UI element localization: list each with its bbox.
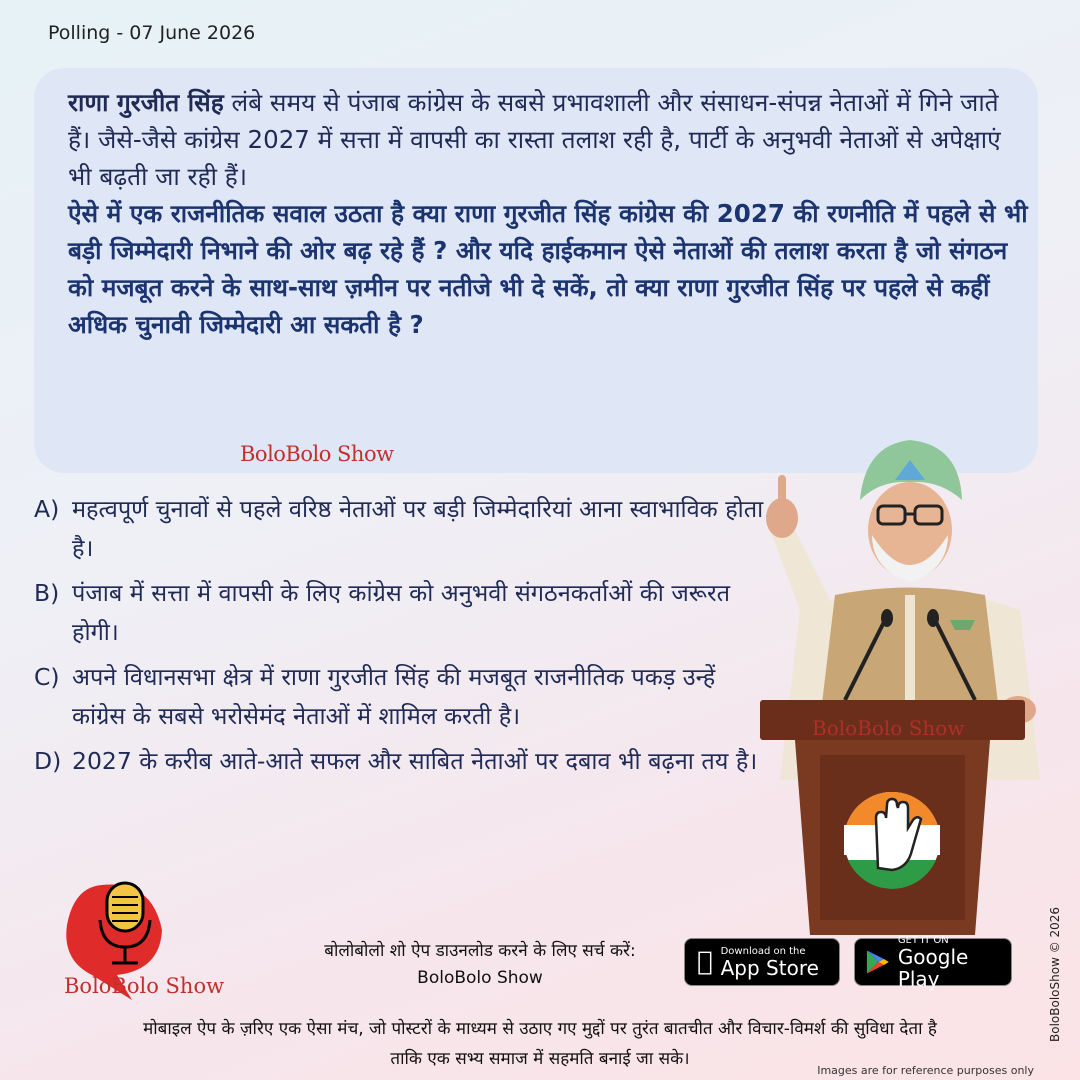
google-play-icon bbox=[865, 948, 890, 976]
option-d[interactable] bbox=[34, 742, 774, 781]
option-key: C) bbox=[34, 663, 60, 691]
poll-date: Polling - 07 June 2026 bbox=[48, 22, 256, 44]
leader-name: राणा गुरजीत सिंह bbox=[68, 88, 224, 117]
download-line-2: BoloBolo Show bbox=[417, 968, 543, 988]
download-prompt bbox=[290, 938, 670, 992]
poll-options bbox=[34, 490, 774, 787]
side-copyright: BoloBoloShow © 2026 bbox=[1048, 906, 1062, 1042]
question-intro: राणा गुरजीत सिंह लंबे समय से पंजाब कांग्रेस के सबसे प्रभावशाली और संसाधन-संपन्न नेताओं में गिने जाते हैं। जैसे-जैसे कांग्रेस 2027 में सत्ता में वापसी का रास्ता तलाश रही है, पार्टी के अनुभवी नेताओं से अपेक्षाएं भी बढ़ती जा रही हैं। bbox=[68, 88, 1001, 191]
download-line-1: बोलोबोलो शो ऐप डाउनलोड करने के लिए सर्च करें: bbox=[324, 941, 636, 961]
option-b[interactable] bbox=[34, 574, 774, 652]
option-c[interactable] bbox=[34, 658, 774, 736]
disclaimer: Images are for reference purposes only bbox=[817, 1064, 1034, 1077]
option-text: 2027 के करीब आते-आते सफल और साबित नेताओं पर दबाव भी बढ़ना तय है। bbox=[72, 747, 758, 775]
google-play-button[interactable]: GET IT ON Google Play bbox=[854, 938, 1012, 986]
apple-icon bbox=[697, 947, 713, 977]
footer-line-2: ताकि एक सभ्य समाज में सहमति बनाई जा सके। bbox=[390, 1049, 690, 1069]
footer-line-1: मोबाइल ऐप के ज़रिए एक ऐसा मंच, जो पोस्टरों के माध्यम से उठाए गए मुद्दों पर तुरंत बातचीत और विचार-विमर्श की सुविधा देता है bbox=[143, 1019, 937, 1039]
option-key: D) bbox=[34, 747, 62, 775]
option-text: अपने विधानसभा क्षेत्र में राणा गुरजीत सिंह की मजबूत राजनीतिक पकड़ उन्हें कांग्रेस के सबसे भरोसेमंद नेताओं में शामिल करती है। bbox=[72, 663, 716, 730]
leader-podium-illustration bbox=[760, 420, 1060, 940]
brand-name: BoloBolo Show bbox=[64, 974, 225, 998]
poll-question bbox=[68, 84, 1028, 343]
option-key: A) bbox=[34, 495, 60, 523]
option-text: महत्वपूर्ण चुनावों से पहले वरिष्ठ नेताओं पर बड़ी जिम्मेदारियां आना स्वाभाविक होता है। bbox=[72, 495, 764, 562]
option-a[interactable] bbox=[34, 490, 774, 568]
app-store-button[interactable]: Download on the App Store bbox=[684, 938, 840, 986]
option-key: B) bbox=[34, 579, 60, 607]
podium-label: BoloBolo Show bbox=[812, 716, 965, 740]
question-main: ऐसे में एक राजनीतिक सवाल उठता है क्या राणा गुरजीत सिंह कांग्रेस की 2027 की रणनीति में पहले से भी बड़ी जिम्मेदारी निभाने की ओर बढ़ रहे हैं ? और यदि हाईकमान ऐसे नेताओं की तलाश करता है जो संगठन को मजबूत करने के साथ-साथ ज़मीन पर नतीजे भी दे सकें, तो क्या राणा गुरजीत सिंह पर पहले से कहीं अधिक चुनावी जिम्मेदारी आ सकती है ? bbox=[68, 199, 1028, 339]
option-text: पंजाब में सत्ता में वापसी के लिए कांग्रेस को अनुभवी संगठनकर्ताओं की जरूरत होगी। bbox=[72, 579, 731, 646]
watermark: BoloBolo Show bbox=[240, 442, 394, 466]
